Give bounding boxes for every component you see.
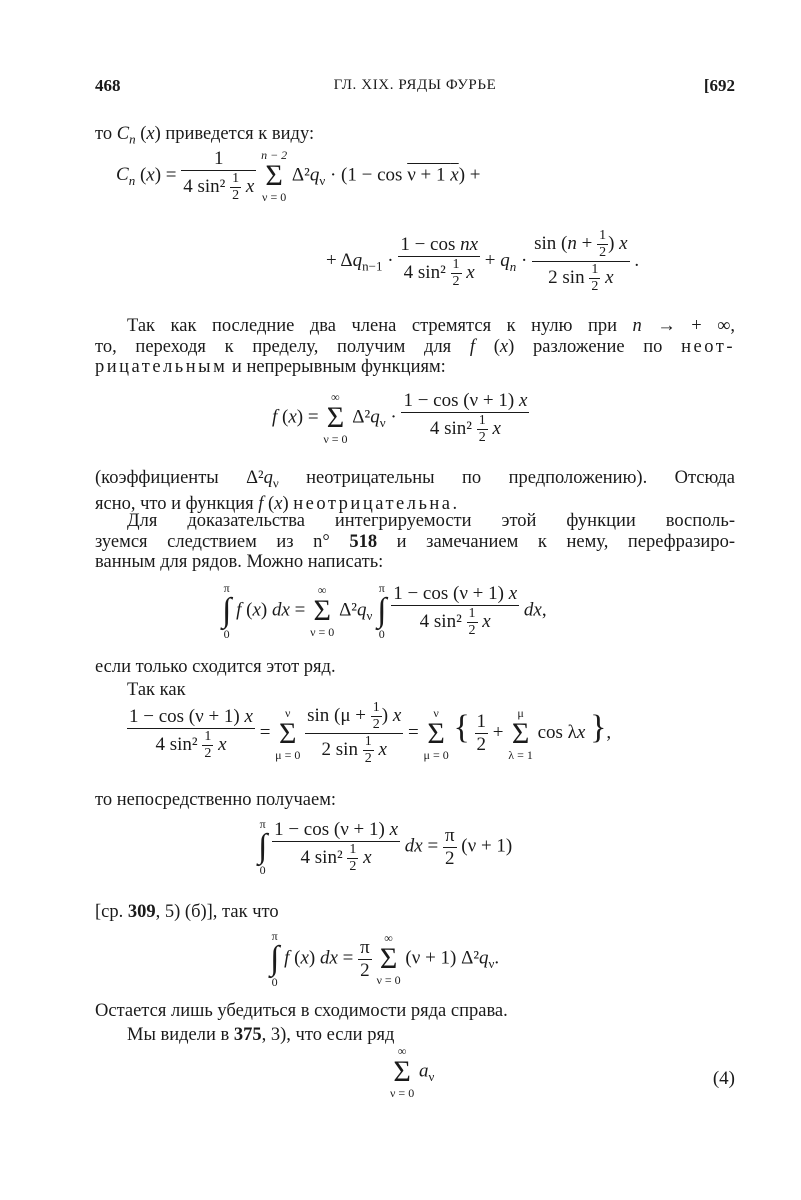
- text-since: Так как: [127, 680, 186, 700]
- formula-cn-line1: $C_n$ (x) = 1 4 sin² $\frac{1}{2}$ x n − 2 Σ ν = 0 $\Delta^2q_\nu \cdot (1 - \cos \nu + 1$ x) +: [116, 148, 481, 204]
- chapter-title: ГЛ. XIX. РЯДЫ ФУРЬЕ: [333, 77, 497, 93]
- equation-number: (4): [712, 1068, 735, 1089]
- paragraph-nonneg: (коэффициенты $\Delta^2q_\nu$ неотрицательны по предположению). Отсюда ясно, что и функция f (x) неотрицательна.: [95, 468, 735, 515]
- formula-cn-line2: + $\Delta q_{n-1}$ · 1 − cos nx 4 sin² $\frac{1}{2}$ x + $q_n$ · sin (n + $\frac{1}{2}$ ) x 2 sin $\frac{1}{2}$ x .: [326, 228, 640, 294]
- page-number: 468: [95, 76, 121, 95]
- formula-series-a: ∞ Σ ν = 0 $a_\nu$: [390, 1044, 435, 1100]
- formula-integral-value: π ∫ 0 1 − cos (ν + 1) x 4 sin² $\frac{1}{2}$ x dx = $\frac{\pi}{2}$ (ν + 1): [258, 817, 513, 877]
- formula-sum-identity: 1 − cos (ν + 1) x 4 sin² $\frac{1}{2}$ x = ν Σ μ = 0 sin (μ + $\frac{1}{2}$ ) x 2 sin $\frac{1}{2}$ x = ν Σ μ = 0 { $\frac{1}{2}$ + μ Σ λ = 1 cos λx },: [129, 700, 612, 766]
- text-cf: [ср. 309, 5) (б)], так что: [95, 902, 279, 922]
- intro-line: то $C_n$ (x) приведется к виду:: [95, 124, 315, 147]
- formula-expansion: f (x) = ∞ Σ ν = 0 $\Delta^2q_\nu$ · 1 − cos (ν + 1) x 4 sin² $\frac{1}{2}$ x: [272, 390, 528, 446]
- formula-integral-series: π ∫ 0 f (x) dx = ∞ Σ ν = 0 $\Delta^2q_\nu$ π ∫ 0 1 − cos (ν + 1) x 4 sin² $\frac{1}{2}$ x dx,: [222, 581, 547, 641]
- text-if-converges: если только сходится этот ряд.: [95, 657, 336, 677]
- formula-integral-f: π ∫ 0 f (x) dx = $\frac{\pi}{2}$ ∞ Σ ν = 0 (ν + 1) $\Delta^2q_\nu$.: [270, 929, 500, 989]
- page-header: [95, 76, 735, 100]
- section-number: [692: [703, 76, 735, 95]
- text-remains: Остается лишь убедиться в сходимости ряда справа.: [95, 1001, 508, 1021]
- text-directly: то непосредственно получаем:: [95, 790, 337, 810]
- paragraph-limit: Так как последние два члена стремятся к нулю при n → + ∞, то, переходя к пределу, получим для f (x) разложение по неот- рицательным и непрерывным функциям:: [95, 316, 736, 377]
- text-seen: Мы видели в 375, 3), что если ряд: [127, 1025, 395, 1045]
- paragraph-integrability: Для доказательства интегрируемости этой функции восполь- зуемся следствием из n° 518 и замечанием к нему, перефразиро- ванным для рядов. Можно написать:: [95, 511, 735, 572]
